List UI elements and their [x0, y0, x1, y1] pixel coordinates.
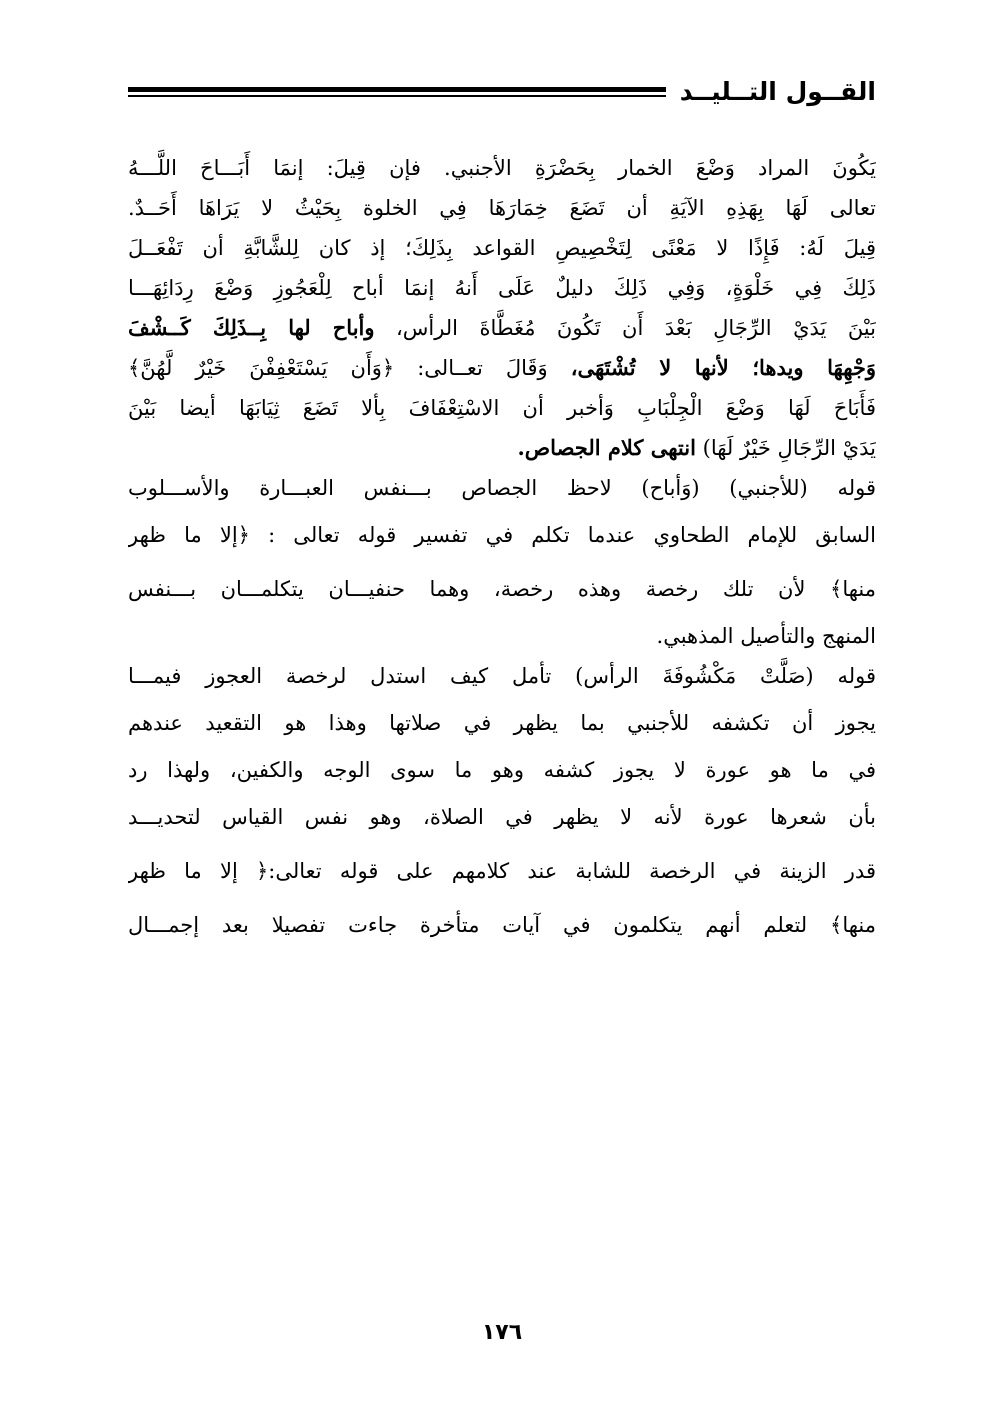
text-line — [128, 348, 876, 388]
text-line: فَأَبَاحَ لَهَا وَضْعَ الْجِلْبَابِ وَأخبر أن الاسْتِعْفَافَ بِألا تَضَعَ ثِيَابَهَا أيضا بَيْنَ — [128, 396, 876, 420]
text-line: منها﴾ لأن تلك رخصة وهذه رخصة، وهما حنفيـــان يتكلمـــان بـــنفس — [128, 577, 876, 601]
text-line: قدر الزينة في الرخصة للشابة عند كلامهم على قوله تعالى:﴿ إلا ما ظهر — [128, 859, 876, 883]
text-line: المنهج والتأصيل المذهبي. — [656, 624, 876, 648]
text-line: منها﴾ لتعلم أنهم يتكلمون في آيات متأخرة جاءت تفصيلا بعد إجمـــال — [128, 913, 876, 937]
text-line: يَكُونَ المراد وَضْعَ الخمار بِحَضْرَةِ الأجنبي. فإن قِيلَ: إنمَا أَبَـــاحَ اللَّـــهُ — [128, 156, 876, 180]
header-rule-thick — [128, 87, 666, 92]
text-run: بَيْنَ يَدَيْ الرِّجَالِ بَعْدَ أَن تَكُونَ مُغَطَّاةَ الرأس، — [395, 316, 876, 340]
text-line — [128, 308, 876, 348]
quran-quote: وَقَالَ تعــالى: ﴿وَأَن يَسْتَعْفِفْنَ خَيْرٌ لَّهُنَّ﴾ — [128, 356, 548, 380]
header-rule-thin — [128, 95, 666, 97]
header-title: القــول التــليــد — [679, 77, 876, 106]
running-header — [128, 74, 876, 114]
text-line: بأن شعرها عورة لأنه لا يظهر في الصلاة، وهو نفس القياس لتحديـــد — [128, 805, 876, 829]
text-line: ذَلِكَ فِي خَلْوَةٍ، وَفِي ذَلِكَ دليلٌ عَلَى أَنهُ إنمَا أباح لِلْعَجُوزِ وَضْعَ رِدَائِهَـــا — [128, 276, 876, 300]
page-body — [128, 148, 876, 952]
bold-run: انتهى كلام الجصاص. — [517, 435, 696, 460]
text-line: قوله (صَلَّتْ مَكْشُوفَةَ الرأس) تأمل كيف استدل لرخصة العجوز فيمـــا — [128, 664, 876, 688]
text-line: قِيلَ لَهُ: فَإِذًا لا مَعْنًى لِتَخْصِيصِ القواعد بِذَلِكَ؛ إذ كان لِلشَّابَّةِ أن تَفْعَــلَ — [128, 236, 876, 260]
bold-run: وَجْهِهَا ويدها؛ لأنها لا تُشْتَهَى، — [570, 355, 876, 380]
text-line: تعالى لَهَا بِهَذِهِ الآيَةِ أن تَضَعَ خِمَارَهَا فِي الخلوة بِحَيْثُ لا يَرَاهَا أَحَــدٌ. — [128, 196, 876, 220]
text-line: يجوز أن تكشفه للأجنبي بما يظهر في صلاتها وهذا هو التقعيد عندهم — [128, 711, 876, 735]
header-rule — [128, 87, 666, 97]
page-number: ١٧٦ — [481, 1320, 523, 1345]
bold-run: وأباح لها بِــذَلِكَ كَــشْفَ — [128, 315, 375, 340]
text-line: السابق للإمام الطحاوي عندما تكلم في تفسير قوله تعالى : ﴿إلا ما ظهر — [128, 523, 876, 547]
text-line: في ما هو عورة لا يجوز كشفه وهو ما سوى الوجه والكفين، ولهذا رد — [128, 758, 876, 782]
text-line — [128, 428, 876, 468]
text-run: يَدَيْ الرِّجَالِ خَيْرٌ لَهَا) — [702, 436, 876, 460]
text-line: قوله (للأجنبي) (وَأباح) لاحظ الجصاص بـــنفس العبـــارة والأســـلوب — [128, 476, 876, 500]
